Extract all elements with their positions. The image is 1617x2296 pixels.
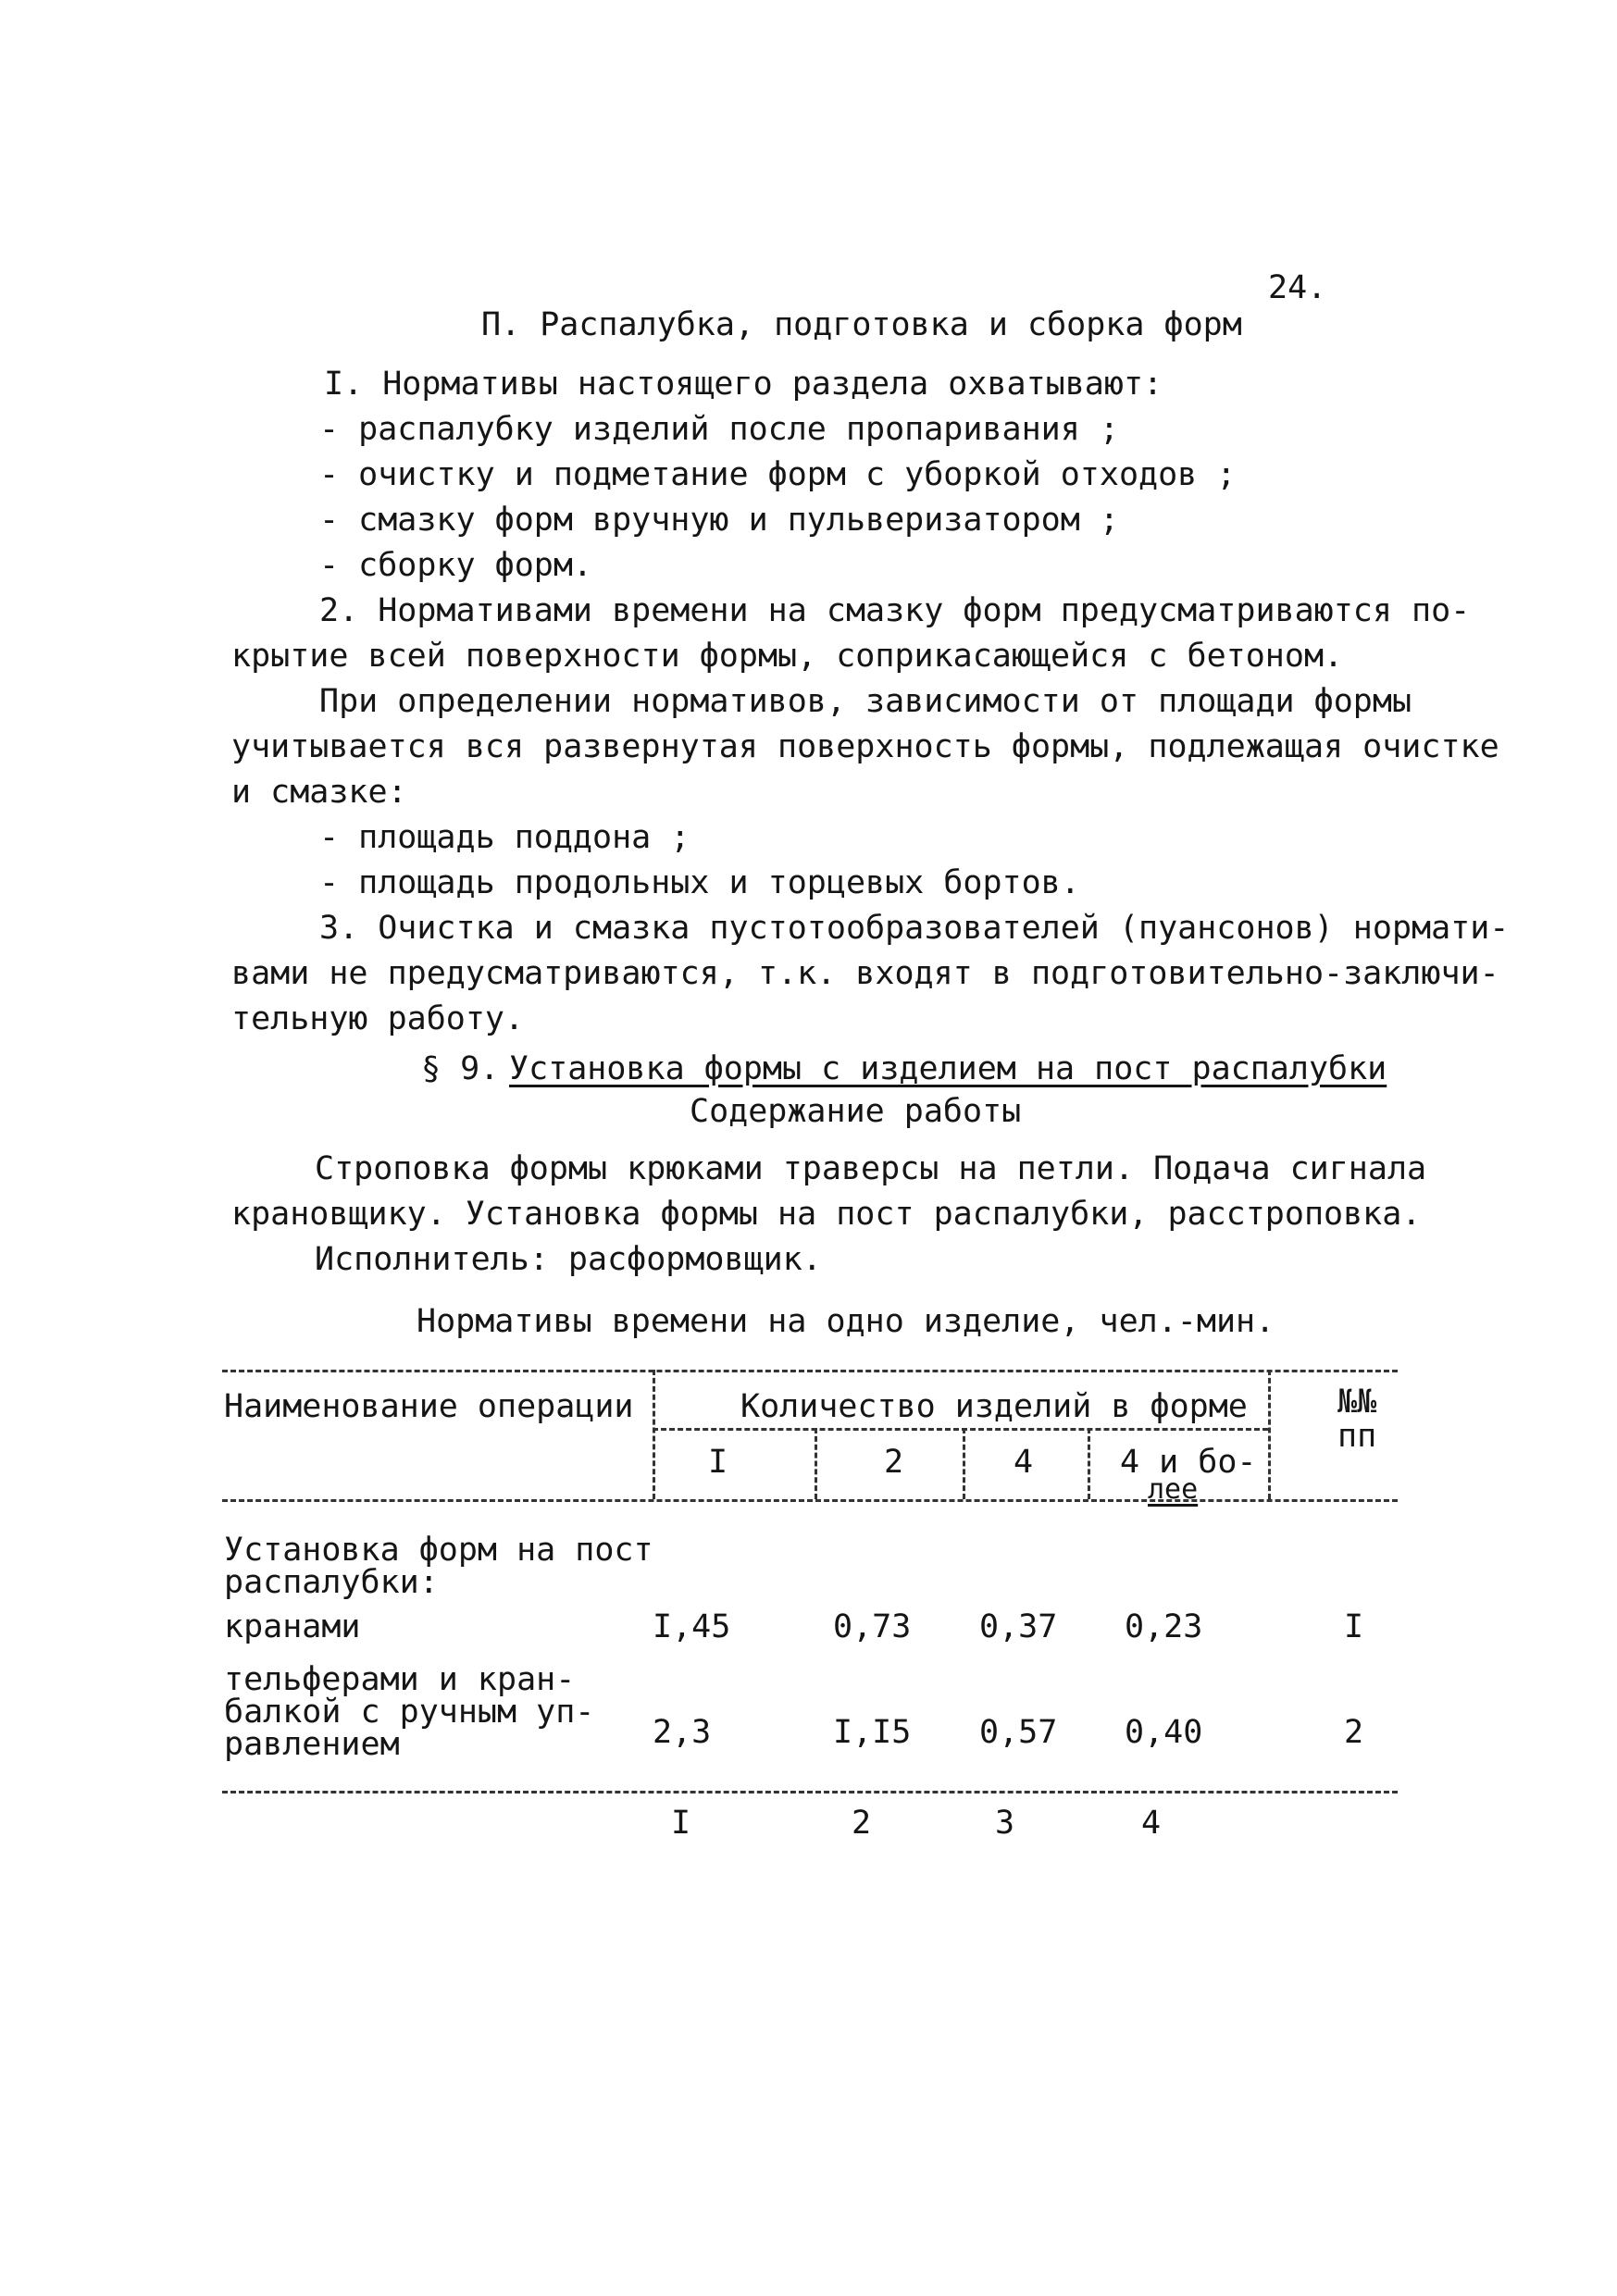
row-name: равлением bbox=[224, 1726, 400, 1763]
header-number: №№ bbox=[1337, 1384, 1377, 1421]
bullet-item: - площадь поддона ; bbox=[319, 819, 690, 856]
column-label: 4 и бо- bbox=[1120, 1444, 1257, 1481]
table-divider bbox=[963, 1428, 965, 1499]
paragraph-3-line: учитывается вся развернутая поверхность формы, подлежащая очистке bbox=[231, 728, 1499, 765]
paragraph-2-line: крытие всей поверхности формы, соприкасающейся с бетоном. bbox=[231, 638, 1344, 675]
work-content-line: крановщику. Установка формы на пост распалубки, расстроповка. bbox=[231, 1196, 1422, 1233]
group-label: Установка форм на пост bbox=[224, 1532, 653, 1569]
work-content-heading: Содержание работы bbox=[690, 1093, 1022, 1130]
paragraph-2-line: 2. Нормативами времени на смазку форм предусматриваются по- bbox=[319, 592, 1471, 629]
paragraph-title: Установка формы с изделием на пост распалубки bbox=[509, 1050, 1387, 1087]
bullet-item: - смазку форм вручную и пульверизатором ; bbox=[319, 502, 1119, 539]
row-value: 0,23 bbox=[1125, 1608, 1203, 1645]
column-label: I bbox=[708, 1444, 728, 1481]
table-top-rule bbox=[222, 1370, 1398, 1372]
row-name: балкой с ручным уп- bbox=[224, 1694, 595, 1731]
table-header-rule bbox=[222, 1499, 1398, 1502]
table-bottom-rule bbox=[222, 1791, 1398, 1793]
paragraph-4-line: тельную работу. bbox=[231, 1000, 525, 1037]
row-number: 2 bbox=[1344, 1714, 1364, 1751]
row-value: 0,40 bbox=[1125, 1714, 1203, 1751]
paragraph-3-line: При определении нормативов, зависимости от площади формы bbox=[319, 683, 1412, 720]
header-operation: Наименование операции bbox=[224, 1388, 634, 1425]
paragraph-4-line: вами не предусматриваются, т.к. входят в подготовительно-заключи- bbox=[231, 955, 1499, 992]
header-number: пп bbox=[1337, 1418, 1377, 1455]
row-value: I,45 bbox=[653, 1608, 731, 1645]
paragraph-4-line: 3. Очистка и смазка пустотообразователей (пуансонов) нормати- bbox=[319, 910, 1510, 947]
row-name: кранами bbox=[224, 1608, 361, 1645]
column-label: лее bbox=[1148, 1473, 1199, 1506]
table-caption: Нормативы времени на одно изделие, чел.-мин. bbox=[417, 1303, 1275, 1340]
column-label: 2 bbox=[884, 1444, 904, 1481]
bullet-item: - сборку форм. bbox=[319, 547, 593, 584]
column-label: 4 bbox=[1014, 1444, 1034, 1481]
row-value: 0,73 bbox=[833, 1608, 912, 1645]
bullet-item: - площадь продольных и торцевых бортов. bbox=[319, 864, 1080, 901]
bullet-item: - очистку и подметание форм с уборкой отходов ; bbox=[319, 456, 1237, 493]
paragraph-3-line: и смазке: bbox=[231, 774, 407, 811]
performer: Исполнитель: расформовщик. bbox=[315, 1241, 822, 1278]
table-divider bbox=[653, 1370, 655, 1499]
footer-column-number: 4 bbox=[1141, 1805, 1162, 1842]
row-name: тельферами и кран- bbox=[224, 1661, 576, 1698]
paragraph-number: § 9. bbox=[421, 1050, 500, 1087]
paragraph-1: I. Нормативы настоящего раздела охватывают: bbox=[324, 366, 1163, 403]
footer-column-number: 3 bbox=[995, 1805, 1015, 1842]
page-number: 24. bbox=[1268, 269, 1327, 306]
row-value: I,I5 bbox=[833, 1714, 912, 1751]
bullet-item: - распалубку изделий после пропаривания ; bbox=[319, 411, 1119, 448]
section-title: П. Распалубка, подготовка и сборка форм bbox=[481, 306, 1242, 343]
table-divider bbox=[815, 1428, 817, 1499]
row-value: 0,37 bbox=[979, 1608, 1058, 1645]
row-value: 0,57 bbox=[979, 1714, 1058, 1751]
work-content-line: Строповка формы крюками траверсы на петли. Подача сигнала bbox=[315, 1150, 1427, 1187]
footer-column-number: I bbox=[671, 1805, 691, 1842]
row-number: I bbox=[1344, 1608, 1364, 1645]
group-label: распалубки: bbox=[224, 1564, 439, 1601]
row-value: 2,3 bbox=[653, 1714, 712, 1751]
header-count: Количество изделий в форме bbox=[740, 1388, 1248, 1425]
table-subheader-rule bbox=[653, 1428, 1268, 1431]
table-divider bbox=[1088, 1428, 1090, 1499]
table-divider bbox=[1268, 1370, 1271, 1499]
footer-column-number: 2 bbox=[852, 1805, 872, 1842]
